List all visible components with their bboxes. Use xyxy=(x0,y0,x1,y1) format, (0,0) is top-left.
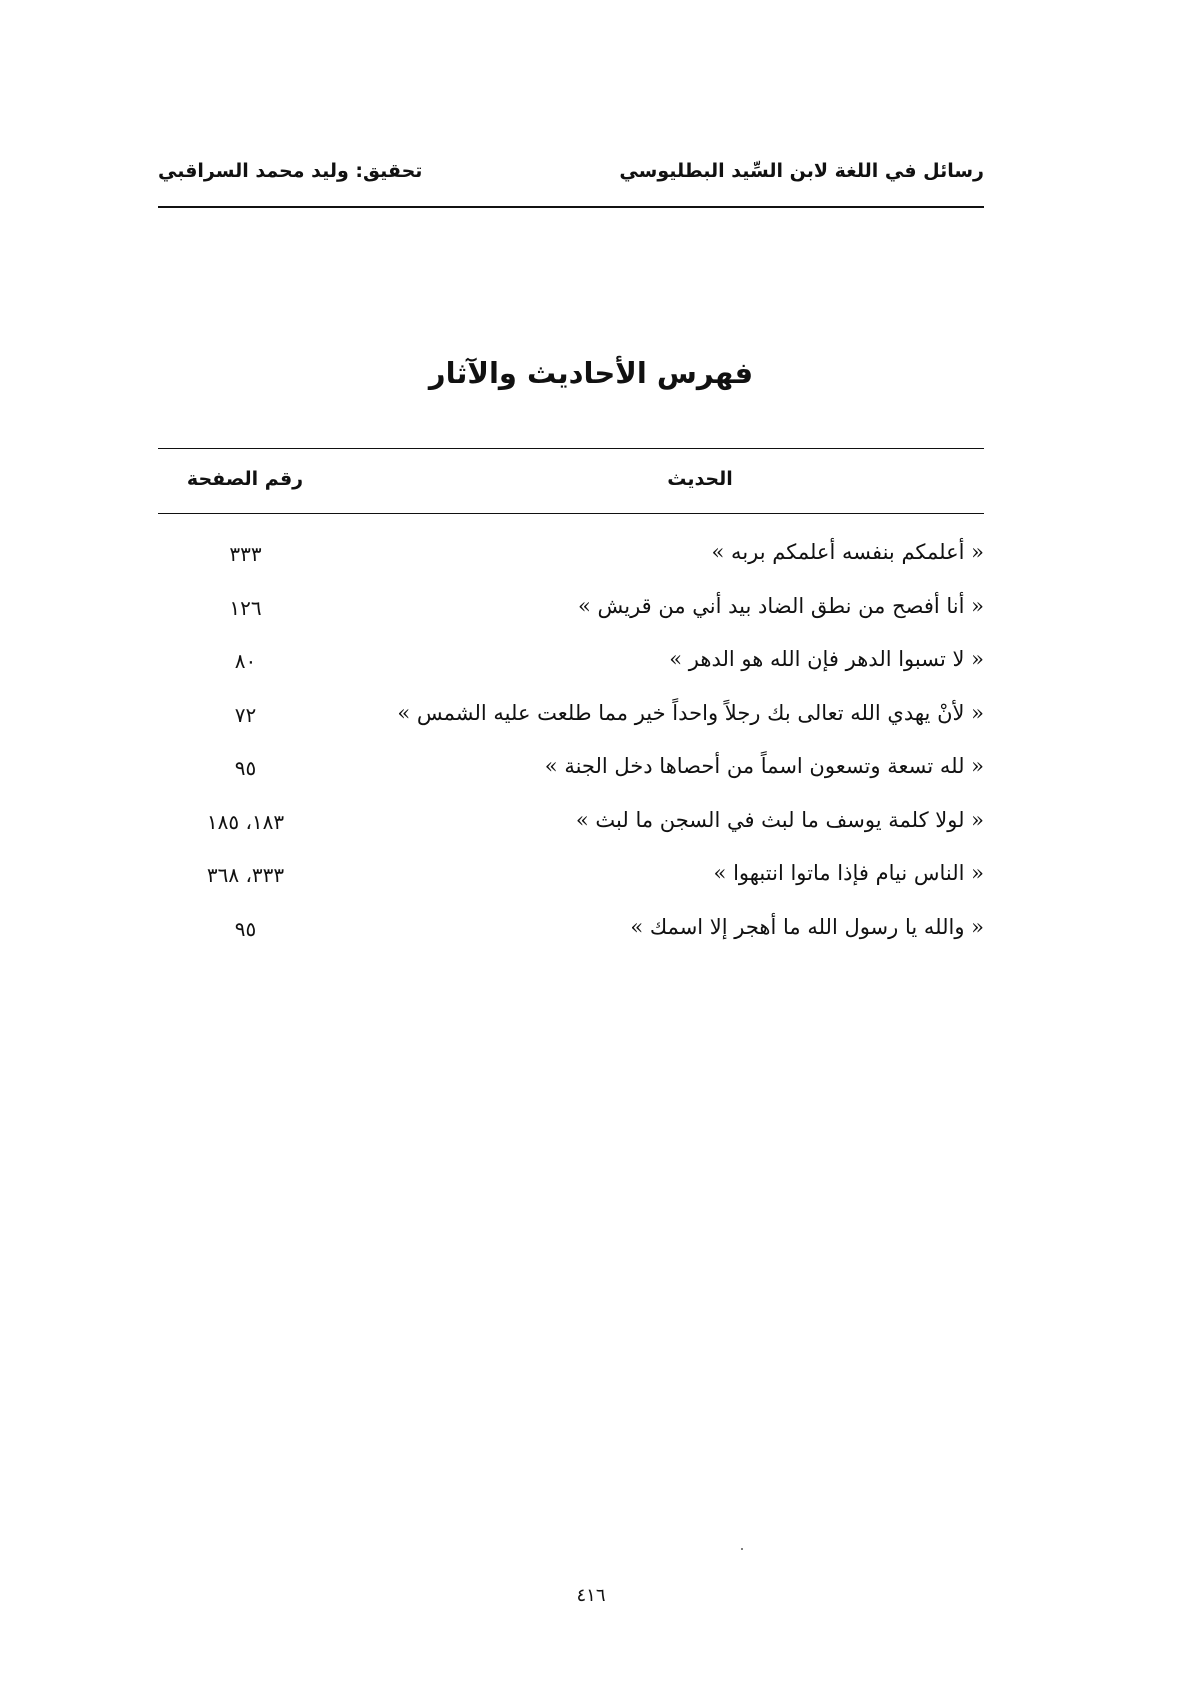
page-reference: ٩٥ xyxy=(234,916,257,941)
hadith-text: « لأنْ يهدي الله تعالى بك رجلاً واحداً خير مما طلعت عليه الشمس » xyxy=(397,700,984,725)
hadith-text: « لا تسبوا الدهر فإن الله هو الدهر » xyxy=(669,647,984,671)
hadith-text: « لله تسعة وتسعون اسماً من أحصاها دخل الجنة » xyxy=(544,754,984,778)
page-reference: ٩٥ xyxy=(234,756,257,780)
editor-credit: تحقيق: وليد محمد السراقبي xyxy=(158,160,423,182)
table-row xyxy=(158,697,984,751)
page-reference: ١٢٦ xyxy=(229,595,262,620)
table-row xyxy=(158,804,984,858)
table-row xyxy=(158,643,984,697)
page-reference: ٧٢ xyxy=(234,702,257,727)
page-number: ٤١٦ xyxy=(576,1585,606,1606)
hadith-text: « الناس نيام فإذا ماتوا انتبهوا » xyxy=(713,861,984,885)
running-header xyxy=(158,160,984,200)
index-title: فهرس الأحاديث والآثار xyxy=(428,356,754,390)
table-row xyxy=(158,911,984,965)
page-reference: ١٨٣، ١٨٥ xyxy=(206,809,285,834)
page-reference: ٣٣٣، ٣٦٨ xyxy=(206,863,285,887)
header-rule xyxy=(158,206,984,208)
table-row xyxy=(158,857,984,911)
table-header-rule xyxy=(158,513,984,514)
table-row xyxy=(158,750,984,804)
hadith-text: « والله يا رسول الله ما أهجر إلا اسمك » xyxy=(630,914,984,939)
page-reference: ٣٣٣ xyxy=(229,542,262,566)
table-row xyxy=(158,590,984,644)
book-title: رسائل في اللغة لابن السِّيد البطليوسي xyxy=(619,160,984,182)
table-row xyxy=(158,536,984,590)
hadith-index-table xyxy=(158,536,984,964)
scan-speck xyxy=(741,1548,743,1550)
table-top-rule xyxy=(158,448,984,449)
page-reference: ٨٠ xyxy=(234,649,257,673)
hadith-text: « أنا أفصح من نطق الضاد بيد أني من قريش » xyxy=(577,593,984,618)
hadith-text: « أعلمكم بنفسه أعلمكم بربه » xyxy=(711,540,984,564)
column-header-hadith: الحديث xyxy=(667,468,733,490)
column-header-page: رقم الصفحة xyxy=(186,468,304,490)
hadith-text: « لولا كلمة يوسف ما لبث في السجن ما لبث » xyxy=(575,807,984,832)
